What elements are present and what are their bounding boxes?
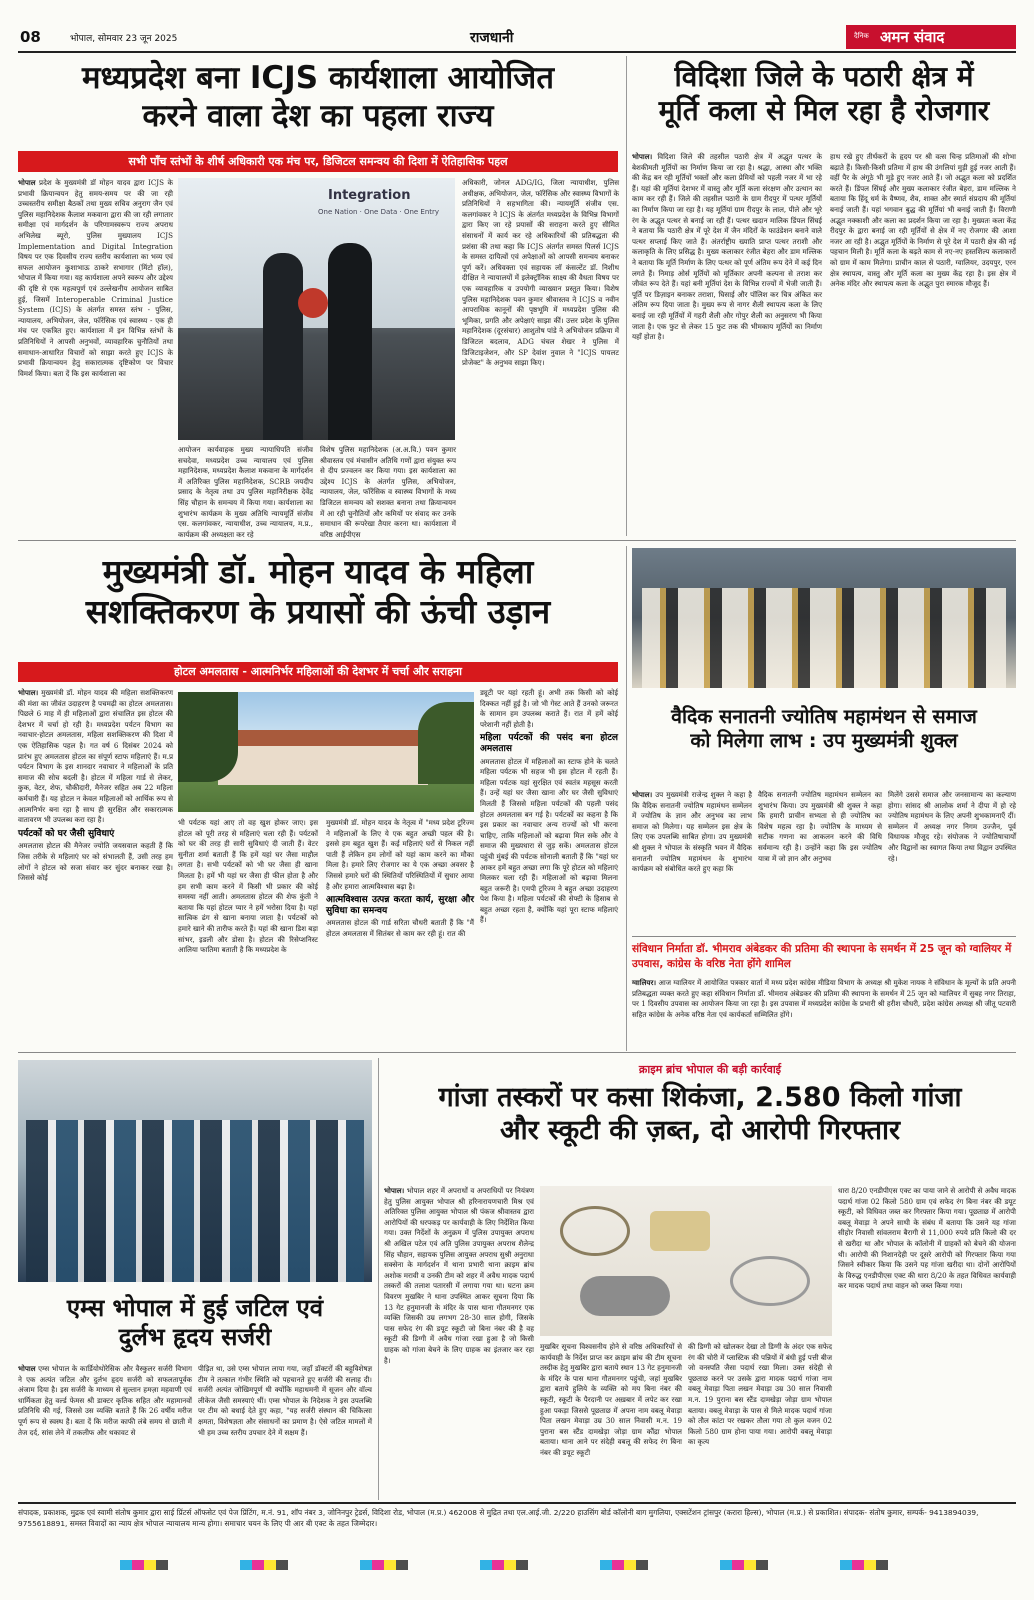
story7-headline	[18, 1294, 372, 1353]
story1-dateline: भोपाल	[18, 178, 36, 187]
story3-col1b-text: अमलतास होटल की मैनेजर ज्योति जयसवाल कहती हैं कि जिस तरीके से महिलाएं घर को संभालती हैं, उसी तरह हम लोगों ने होटल को सजा संवार कर सुंदर बनाकर रखा है। जिससे कोई	[18, 841, 173, 883]
hotel-building	[218, 730, 428, 785]
story1-col4: अधिकारी, जोनल ADG/IG, जिला न्यायाधीश, पुलिस अधीक्षक, अभियोजन, जेल, फॉरेंसिक और स्वास्थ्य विभागों के प्रतिनिधियों ने सहभागिता की। न्यायमूर्ति संजीव एस. कलगांवकर ने ICJS के अंतर्गत मध्यप्रदेश के विभिन्न विभागों द्वारा किए जा रहे प्रयासों की सराहना करते हुए सीमित संसाधनों में कार्य कर रहे अधिकारियों की प्रतिबद्धता की प्रशंसा की तथा कहा कि ICJS अंतर्गत समस्त पिलर्स ICJS के समस्त दायित्वों एवं अपेक्षाओं को आपसी समन्वय बनाकर पूर्ण करें। अधिवक्ता एवं सहायक लॉ कंसल्टेंट डॉ. निशीथ दीक्षित ने न्यायालयों में इलेक्ट्रॉनिक साक्ष्य की वैधता विषय पर एक व्यावहारिक व उपयोगी व्याख्यान प्रस्तुत किया। विशेष पुलिस महानिदेशक पवन कुमार श्रीवास्तव ने ICJS व नवीन आपराधिक कानूनों की पृष्ठभूमि में मध्यप्रदेश पुलिस की भूमिका, प्रगति और अपेक्षाएं साझा कीं। उत्तर प्रदेश के पुलिस महानिदेशक (दूरसंचार) आशुतोष पांडे ने अभियोजन प्रक्रिया में डिजिटल बदलाव, ADG चंचल शेखर ने पुलिस में डिजिटाइजेशन, और SP देवांश नुवाल ने "ICJS पायलट प्रोजेक्ट" के अनुभव साझा किए।	[462, 178, 619, 368]
group-of-people	[642, 588, 1006, 688]
masthead	[0, 0, 1034, 52]
story1-photo	[178, 178, 455, 440]
story4-col1	[632, 790, 752, 930]
story3-col3-text: मुख्यमंत्री डॉ. मोहन यादव के नेतृत्व में "मध्य प्रदेश टूरिज्म ने महिलाओं के लिए ये एक बहुत अच्छी पहल की है। इससे हम बहुत खुश हैं। कई महिलाएं घरों से निकल नहीं पाती हैं लेकिन हम लोगों को यहां काम करने का मौका मिला है। हमारे लिए रोजगार का ये एक अच्छा अवसर है जिससे हमारे घरों की स्थितियों परिस्थितियों में सुधार आया है और हमारा आत्मविश्वास बढ़ा है।	[326, 818, 474, 891]
divider-h1	[18, 540, 1016, 541]
story4-col3: मिलेंगे उससे समाज और जनसामान्य का कल्याण होगा। सांसद श्री आलोक शर्मा ने दीपा में हो रहे ज्योतिष महामंथन के लिए अपनी शुभकामनाएँ दीं। सम्मेलन में अध्यक्ष नगर निगम उज्जैन, पूर्व विधायक मौजूद रहे। संयोजक ने ज्योतिषाचार्यों और विद्वानों का स्वागत किया तथा विद्वान उपस्थित रहे।	[888, 790, 1016, 863]
story3-crosshead-2: आत्मविश्वास उत्पन्न करता कार्य, सुरक्षा और सुविधा का समन्वय	[326, 895, 474, 916]
story3-dateline: भोपाल।	[18, 688, 39, 697]
story1-col3: विशेष पुलिस महानिदेशक (अ.अ.वि.) पवन कुमार श्रीवास्तव एवं मंचासीन अतिथि गणों द्वारा संयुक्त रूप से दीप प्रज्वलन कर किया गया। इस कार्यशाला का उद्देश्य ICJS के अंतर्गत पुलिस, अभियोजन, न्यायालय, जेल, फॉरेंसिक व स्वास्थ्य विभागों के मध्य डिजिटल समन्वय को सशक्त बनाना तथा क्रियान्वयन में आ रही चुनौतियों और कमियों पर संवाद कर उनके समाधान की रूपरेखा तैयार करना था। कार्यशाला में वरिष्ठ आईपीएस	[320, 445, 456, 539]
brand-prefix: दैनिक	[854, 32, 869, 40]
story3-strap: होटल अमलतास - आत्मनिर्भर महिलाओं की देशभर में चर्चा और सराहना	[18, 662, 618, 682]
story3-col3b-text: अमलतास होटल की गार्ड सरिता चौधरी बताती हैं कि "मैं होटल अमलतास में सितंबर से काम कर रही हूं। रात की	[326, 918, 474, 938]
seized-items-3	[730, 1256, 810, 1306]
person-figure-right	[328, 243, 372, 440]
story7-col2: पीड़ित था, उसे एम्स भोपाल लाया गया, जहाँ डॉक्टरों की बहुविशेषज्ञ टीम ने तत्काल गंभीर स्थिति को पहचानते हुए सर्जरी की सलाह दी। सर्जरी अत्यंत जोखिमपूर्ण थी क्योंकि महाधमनी में सूजन और वॉल्व लीकेज जैसी समस्याएं थीं। एम्स भोपाल के निदेशक ने इस उपलब्धि पर टीम को बधाई देते हुए कहा, "यह सर्जरी संस्थान की चिकित्सा क्षमता, विशेषज्ञता और संसाधनों का प्रमाण है। ऐसे जटिल मामलों में भी हम उच्च स्तरीय उपचार देने में सक्षम हैं।	[198, 1364, 372, 1437]
story5-body-text: आज ग्वालियर में आयोजित पत्रकार वार्ता में मध्य प्रदेश कांग्रेस मीडिया विभाग के अध्यक्ष श्री मुकेश नायक ने संविधान के मूल्यों के प्रति अपनी प्रतिबद्धता व्यक्त करते हुए कहा संविधान निर्माता डॉ. भीमराव अंबेडकर की प्रतिमा की स्थापना के समर्थन में 25 जून को ग्वालियर में सुबह नगर तिराहा, पर 1 दिवसीय उपवास का आयोजन किया जा रहा है। इस उपवास में मध्यप्रदेश कांग्रेस के प्रभारी श्री हरीश चौधरी, प्रदेश कांग्रेस अध्यक्ष श्री जीतू पटवारी सहित कांग्रेस के अनेक वरिष्ठ नेता एवं कार्यकर्ता सम्मिलित होंगे।	[632, 978, 1016, 1019]
story4-photo	[632, 548, 1016, 688]
story6-col1-text: भोपाल शहर में अपराधों व अपराधियों पर नियंत्रण हेतु पुलिस आयुक्त भोपाल श्री हरिनारायणचारी मिश्र एवं अतिरिक्त पुलिस आयुक्त भोपाल श्री पंकज श्रीवास्तव द्वारा आरोपियों की धरपकड़ पर कार्यवाही के लिए निर्देशित किया गया। उक्त निर्देशों के अनुक्रम में पुलिस उपायुक्त अपराध श्री अखिल पटेल एवं अति पुलिस उपायुक्त अपराध शैलेन्द्र सिंह चौहान, सहायक पुलिस आयुक्त अपराध सुश्री अनुराधा सक्सेना के मार्गदर्शन में थाना प्रभारी थाना क्राइम ब्रांच अशोक मरावी व उनकी टीम को शहर में अवैध मादक पदार्थ तस्करों की तलाश पतारसी में लगाया गया था। घटना क्रम विवरण मुखबिर ने थाना उपस्थित आकर सूचना दिया कि 13 गेट हनुमानजी के मंदिर के पास थाना गौतमनगर एक व्यक्ति जिसकी उम्र लगभग 28-30 साल होगी, जिसके पास सफेद रंग की डयूट स्कूटी जो बिना नंबर की है वह स्कूटी की डिग्गी में अवैध गांजा रखा हुआ है जो किसी ग्राहक को गांजा बेचने के लिए ग्राहक का इंतजार कर रहा है।	[384, 1186, 534, 1365]
backdrop-banner-text: Integration	[328, 188, 411, 203]
story2-headline-line1: विदिशा जिले के पठारी क्षेत्र में	[674, 60, 974, 93]
story3-photo	[178, 692, 474, 812]
story7-photo	[18, 1060, 372, 1282]
story2-headline-line2: मूर्ति कला से मिल रहा है रोजगार	[658, 94, 990, 128]
tree-left	[178, 692, 238, 782]
story1-col2: आयोजन कार्यवाहक मुख्य न्यायाधिपति संजीव सचदेवा, मध्यप्रदेश उच्च न्यायालय एवं पुलिस महानिदेशक, मध्यप्रदेश कैलाश मकवाना के मार्गदर्शन में अतिरिक्त पुलिस महानिदेशक, SCRB जयदीप प्रसाद के नेतृत्व तथा उप पुलिस महानिरीक्षक देवेंद्र सिंह चौहान के समन्वय में किया गया। कार्यशाला का शुभारंभ कार्यक्रम के मुख्य अतिथि न्यायमूर्ति संजीव एस. कलगांवकर, न्यायाधीश, उच्च न्यायालय, म.प्र., कार्यक्रम की अध्यक्षता कर रहे	[178, 445, 313, 539]
story1-strap: सभी पाँच स्तंभों के शीर्ष अधिकारी एक मंच पर, डिजिटल समन्वय की दिशा में ऐतिहासिक पहल	[18, 151, 618, 172]
footer-rule	[18, 1502, 1016, 1504]
brand-box	[846, 25, 1016, 49]
registration-marks	[120, 1560, 920, 1570]
story7-col1	[18, 1364, 192, 1496]
story5-dateline: ग्वालियर।	[632, 978, 657, 987]
brand-name: अमन संवाद	[880, 28, 945, 46]
divider-h3	[18, 1052, 1016, 1053]
story3-col1-text: मुख्यमंत्री डॉ. मोहन यादव की महिला सशक्तिकरण की मंशा का जीवंत उदाहरण है पचमढ़ी का होटल अमलतास। पिछले 6 माह में ही महिलाओं द्वारा संचालित इस होटल की देशभर में चर्चा हो रही है। मध्यप्रदेश पर्यटन विभाग का नवाचार-होटल अमलतास, महिला सशक्तिकरण की दिशा में एक ऐतिहासिक पहल है। गत वर्ष 6 दिसंबर 2024 को प्रारंभ हुए अमलतास होटल का संपूर्ण स्टाफ महिलाएं हैं। म.प्र पर्यटन विभाग के इस शानदार नवाचार ने महिलाओं के प्रति समाज की सोच बदली है। होटल में महिला गार्ड से लेकर, कुक, वेटर, शेफ, चौकीदारी, मैनेजर सहित अब 22 महिला कर्मचारी हैं। यह होटल न केवल महिलाओं को आर्थिक रूप से आत्मनिर्भर बना रहा है साथ ही सुरक्षित और सकारात्मक वातावरण भी उपलब्ध करा रहा है।	[18, 688, 173, 825]
divider-h2	[632, 936, 1016, 937]
seized-items-1	[560, 1206, 630, 1256]
story2-dateline: भोपाल।	[632, 152, 653, 161]
story3-crosshead-3: महिला पर्यटकों की पसंद बना होटल अमलतास	[480, 733, 618, 754]
story3-col3	[326, 818, 474, 1048]
story1-headline-line1: मध्यप्रदेश बना ICJS कार्यशाला आयोजित	[82, 60, 554, 96]
story4-dateline: भोपाल।	[632, 790, 653, 799]
story4-headline-line1: वैदिक सनातनी ज्योतिष महामंथन से समाज	[671, 705, 977, 728]
story2-col1	[632, 152, 822, 534]
bouquet	[298, 288, 328, 318]
page-number: 08	[20, 28, 41, 46]
story3-col4-text: ड्यूटी पर यहां रहती हूं। अभी तक किसी को कोई दिक्कत नहीं हुई है। जो भी गेस्ट आते हैं उनको जरूरत के सामान हम उपलब्ध कराते हैं। रात में हमें कोई परेशानी नहीं होती है।	[480, 688, 618, 729]
story6-dateline: भोपाल।	[384, 1186, 405, 1195]
story5-body	[632, 978, 1016, 1048]
story7-dateline: भोपाल	[18, 1364, 36, 1373]
masthead-dateline: भोपाल, सोमवार 23 जून 2025	[70, 34, 178, 44]
story2-headline	[632, 60, 1016, 128]
masthead-rule	[18, 51, 1016, 53]
story3-headline-line1: मुख्यमंत्री डॉ. मोहन यादव के महिला	[102, 552, 534, 591]
story6-col2: मुखबिर सूचना विश्वसनीय होने से वरिष्ठ अधिकारियों से कार्यवाही के निर्देश प्राप्त कर क्राइम ब्रांच की टीम सूचना तस्दीक हेतु मुखबिर द्वारा बताये स्थान 13 गेट हनुमानजी के मंदिर के पास थाना गौतमनगर पहुंची, जहां मुखबिर द्वारा बताये हुलिये के व्यक्ति को मय बिना नंबर की स्कूटी, स्कूटी के पैरदानी पर अख़बार में लपेट कर रखा हुआ पकड़ा जिससे पूछताछ में अपना नाम वबलू मेवाड़ा पिता लखन मेवाड़ा उम्र 30 साल निवासी म.न. 19 पुराना बस स्टैंड दामखेड़ा जोड़ा ग्राम कौंद्रा भोपाल बताया। थाना आने पर संदेही वबलू की सफेद रंग बिना नंबर की डयूट स्कूटी	[540, 1342, 682, 1457]
section-name: राजधानी	[470, 30, 514, 46]
story3-headline-line2: सशक्तिकरण के प्रयासों की ऊंची उड़ान	[85, 592, 551, 632]
story6-headline	[384, 1082, 1016, 1148]
footer-imprint: संपादक, प्रकाशक, मुद्रक एवं स्वामी संतोष कुमार द्वारा साई प्रिंटर्स ऑफसेट एवं पेज प्रिंटिंग, म.नं. 91, शॉप नंबर 3, जोनिनपुर ट्रेडर्स, विदिशा रोड, भोपाल (म.प्र.) 462008 से मुद्रित तथा एल.आई.जी. 2/220 हाउसिंग बोर्ड कॉलोनी बाग मुगलिया, एक्सटेंशन ट्रांसपुर (करारा हिल्स), भोपाल (म.प्र.) से प्रकाशित। संपादक- संतोष कुमार, सम्पर्क- 9413894039, 9755618891, समस्त विवादों का न्याय क्षेत्र भोपाल न्यायालय मान्य होगा। समाचार चयन के लिए पी आर बी एक्ट के तहत जिम्मेदार।	[18, 1508, 979, 1528]
story6-headline-line1: गांजा तस्करों पर कसा शिकंजा, 2.580 किलो गांजा	[438, 1082, 962, 1113]
story4-col2: वैदिक सनातनी ज्योतिष महामंथन सम्मेलन का शुभारंभ किया। उप मुख्यमंत्री श्री शुक्ल ने कहा कि हमारी प्राचीन सभ्यता से ही ज्योतिष का विशेष महत्व रहा है। ज्योतिष के माध्यम से सटीक गणना का आकलन करने की विधि सर्वमान्य रही है। उन्होंने कहा कि इस ज्योतिष यात्रा में जो ज्ञान और अनुभव	[758, 790, 882, 863]
story6-col1	[384, 1186, 534, 1496]
story3-headline	[18, 552, 618, 633]
seized-items-2	[650, 1211, 710, 1251]
backdrop-banner-sub: One Nation · One Data · One Entry	[318, 208, 440, 216]
divider-1	[626, 56, 627, 536]
divider-2	[626, 546, 627, 1051]
doctors-group	[26, 1120, 364, 1282]
story5-headline: संविधान निर्माता डॉ. भीमराव अंबेडकर की प्रतिमा की स्थापना के समर्थन में 25 जून को ग्वालियर में उपवास, कांग्रेस के वरिष्ठ नेता होंगे शामिल	[632, 943, 1012, 970]
story4-headline	[632, 705, 1016, 753]
story6-headline-line2: और स्कूटी की ज़ब्त, दो आरोपी गिरफ्तार	[499, 1114, 901, 1146]
story6-col3: की डिग्गी को खोलकर देखा तो डिग्गी के अंदर एक सफेद रंग की चोरी में प्लास्टिक की पन्नियों में बंधी हुई पत्ती बीज जो वनस्पति जैसा पदार्थ रखा मिला। उक्त संदेही से पूछताछ करने पर उसके द्वारा मादक पदार्थ गांजा नाम वबलू मेवाड़ा पिता लखन मेवाड़ा उम्र 30 साल निवासी म.न. 19 पुराना बस स्टैंड दामखेड़ा जोड़ा ग्राम भोपाल बताया। वबलू मेवाड़ा के पास से मिले मादक पदार्थ गांजा को तौल कांटा पर रखकर तौला गया तो कुल वजन 02 किलो 580 ग्राम होना पाया गया। आरोपी वबलू मेवाड़ा का कृत्य	[688, 1342, 832, 1447]
story7-headline-line1: एम्स भोपाल में हुई जटिल एवं	[66, 1294, 324, 1322]
seized-items-4	[580, 1276, 670, 1316]
person-figure-left	[263, 253, 303, 440]
story4-col1-text: उप मुख्यमंत्री राजेन्द्र शुक्ल ने कहा है कि वैदिक सनातनी ज्योतिष महामंथन सम्मेलन में ज्योतिष के ज्ञान और अनुभव का लाभ समाज को मिलेगा। यह सम्मेलन इस क्षेत्र के लिए एक उपलब्धि साबित होगा। उप मुख्यमंत्री श्री शुक्ल ने भोपाल के संस्कृति भवन में वैदिक सनातनी ज्योतिष महामंथन के शुभारंभ कार्यक्रम को संबोधित करते हुए कहा कि	[632, 790, 752, 874]
story1-headline-line2: करने वाला देश का पहला राज्य	[142, 97, 494, 134]
divider-3	[378, 1058, 379, 1500]
story2-col2: हाथ रखे हुए तीर्थंकरों के हृदय पर श्री वत्स चिन्ह प्रतिमाओं की शोभा बढ़ाते हैं। किसी-किसी प्रतिमा में हाथ की उंगलियां मुड़ी हुई नजर आती हैं। वहीं पैर के अंगूठे भी मुड़े हुए नजर आते हैं। जो अद्भुत कला को प्रदर्शित करते हैं। डिंपल सिंघई और मुख्य कलाकार रंजीत बेहरा, डाम मल्लिक ने बताया कि हिंदू धर्म के वैष्णव, शैव, शाक्त और स्मार्त संप्रदाय की मूर्तियां बनाई जाती हैं। यहां भगवान बुद्ध की मूर्तियां भी बनाई जाती हैं। विराणी अद्भुत नक्काशी और कला का प्रदर्शन किया जा रहा है। मुख्यतः कला केंद्र रीदपुर के द्वारा बनाई जा रही मूर्तियों से क्षेत्र में नए रोजगार की आशा नजर आ रही है। अद्भुत मूर्तियों के निर्माण से पूरे देश में पठारी क्षेत्र की नई पहचान मिली है। मूर्ति कला के बढ़ते काम से नए-नए हस्तशिल्प कलाकारों को ग्राम में काम मिलेगा। प्राचीन काल से पठारी, ग्वालियर, उदयपुर, एरन क्षेत्र स्थापत्य, वास्तु और मूर्ति कला का मुख्य केंद्र रहा है। इस क्षेत्र में अनेक मंदिर और स्थापत्य कला के अद्भुत पुरा स्मारक मौजूद हैं।	[830, 152, 1016, 289]
story3-col1	[18, 688, 173, 1048]
story4-headline-line2: को मिलेगा लाभ : उप मुख्यमंत्री शुक्ल	[690, 728, 958, 752]
story1-col1	[18, 178, 173, 530]
story3-col4	[480, 688, 618, 1048]
story3-col2: भी पर्यटक यहां आए तो वह खुश होकर जाए। इस होटल को पूरी तरह से महिलाएं चला रही हैं। पर्यटकों को घर की तरह ही सारी सुविधाएं दी जाती हैं। वेटर सुनीता शर्मा बताती हैं कि हमें यहां घर जैसा माहौल लगता है। सभी पर्यटकों को भी घर जैसा ही खाना मिलता है। हमें भी यहां घर जैसा ही फील होता है और हम सभी काम करने में किसी भी प्रकार की कोई समस्या नहीं आती। अमलतास होटल की शेफ कुंती ने बताया कि यहां होटल प्यार ने हमें भरोसा दिया है। यहां सात्विक ढंग से खाना बनाया जाता है। पर्यटकों को हमारे खाने की तारीफ करते हैं। यहां की खाना डिश बड़ा सांभर, इडली और डोसा है। होटल की रिसेप्शनिस्ट आलिया फातिमा बताती है कि मध्यप्रदेश के	[178, 818, 318, 955]
story6-kicker: क्राइम ब्रांच भोपाल की बड़ी कार्रवाई	[638, 1063, 782, 1076]
story1-col1-text: प्रदेश के मुख्यमंत्री डॉ मोहन यादव द्वारा ICJS के प्रभावी क्रियान्वयन हेतु समय-समय पर की जा रही उच्चस्तरीय समीक्षा बैठकों तथा मुख्य सचिव अनुराग जैन एवं पुलिस महानिदेशक कैलाश मकवाना द्वारा की जा रही लगातार समीक्षा एवं मार्गदर्शन के परिणामस्वरूप राज्य अपराध अभिलेख ब्यूरो, पुलिस मुख्यालय ICJS Implementation and Digital Integration विषय पर एक दिवसीय राज्य स्तरीय कार्यशाला का भव्य एवं सफल आयोजन कुशाभाऊ ठाकरे सभागार (मिंटो हॉल), भोपाल में किया गया। यह कार्यशाला अपने स्वरूप और उद्देश्य की दृष्टि से एक महत्वपूर्ण एवं उल्लेखनीय आयोजन साबित हुई, जिसमें Interoperable Criminal Justice System (ICJS) के अंतर्गत समस्त स्तंभ - पुलिस, न्यायालय, अभियोजन, जेल, फॉरेंसिक एवं स्वास्थ्य - एक ही मंच पर एकत्रित हुए। कार्यशाला में इन विभिन्न स्तंभों के प्रतिनिधियों ने आपसी अनुभवों, व्यावहारिक चुनौतियों तथा समाधान-आधारित विचारों को साझा करते हुए ICJS के प्रभावी क्रियान्वयन हेतु सकारात्मक दृष्टिकोण पर विचार विमर्श किया। बता दें कि इस कार्यशाला का	[18, 178, 173, 378]
story3-crosshead-1: पर्यटकों को घर जैसी सुविधाएं	[18, 828, 115, 839]
story6-col4: धारा 8/20 एनडीपीएस एक्ट का पाया जाने से आरोपी से अवैध मादक पदार्थ गांजा 02 किलो 580 ग्राम एवं सफेद रंग बिना नंबर की डयूट स्कूटी, को विधिवत जब्त कर गिरफ्तार किया गया। पूछताछ में आरोपी वबलू मेवाड़ा ने अपने साथी के संबंध में बताया कि उसने यह गांजा सीहोर निवासी सांवलराम बैरागी से 11,000 रुपये प्रति किलो की दर से खरीदा था और भोपाल के कॉलोनी में ग्राहकों को बेचने की योजना थी। आरोपी की निशानदेही पर दूसरे आरोपी को गिरफ्तार किया गया जिसने स्वीकार किया कि उसने यह गांजा खरीदा था। दोनों आरोपियों के विरुद्ध एनडीपीएस एक्ट की धारा 8/20 के तहत विधिवत कार्यवाही कर मादक पदार्थ तथा वाहन को जब्त किया गया।	[838, 1186, 1016, 1291]
story1-headline	[18, 60, 618, 136]
story2-col1-text: विदिशा जिले की तहसील पठारी क्षेत्र में अद्भुत पत्थर के बेशकीमती मूर्तियों का निर्माण किया जा रहा है। श्रद्धा, आस्था और भक्ति की केंद्र बन रही मूर्तियों भक्तों और कला प्रेमियों को पहली नजर में भा रहे हैं। यहां की मूर्तियां देशभर में वास्तु और मूर्ति कला संरक्षण और उत्थान का काम कर रही हैं। जिले की तहसील पठारी के ग्राम रीदपुर में पत्थर मूर्तियों का निर्माण किया जा रहा है। यह मूर्तियां ग्राम रीदपुर के लाल, पीले और भूरे रंग के अद्भुत पत्थर से बनाई जा रही हैं। पत्थर खदान मालिक डिंपल सिंघई ने बताया कि पठारी क्षेत्र में पूरे देश में जैन मंदिरों के फाउंडेशन बनाने वाले पत्थर सप्लाई किए जाते हैं। अंतर्राष्ट्रीय ख्याति प्राप्त पत्थर तराशी और कलाकृति के लिए प्रसिद्ध है। मुख्य कलाकार रंजीत बेहरा और डाम मल्लिक ने बताया कि मूर्ति निर्माण के लिए पत्थर को पूर्ण अंतिम रूप देने में कई दिन लगते हैं। निमाड़ ओर्स मूर्तियों को मूर्तिकार अपनी कल्पना से तराश कर जीवंत रूप देते हैं। यहां बनी मूर्तियां देश के विभिन्न राज्यों में भेजी जाती हैं। पूर्ति पर डिज़ाइन बनाकर तराशा, घिसाई और पॉलिश कर चित्र अंकित कर अंतिम रूप दिया जाता है। मुख्य रूप से नागर शैली स्थापत्य कला के लिए बनाई जा रही मूर्तियों में गहरी शैली और गोपुर शैली का अनुसरण भी किया जाता है। एक फुट से लेकर 15 फुट तक की भीमकाय मूर्तियों का निर्माण यहाँ होता है।	[632, 152, 822, 342]
story7-col1-text: एम्स भोपाल के कार्डियोथोरेसिक और वैस्कुलर सर्जरी विभाग ने एक अत्यंत जटिल और दुर्लभ हृदय सर्जरी को सफलतापूर्वक अंजाम दिया है। इस सर्जरी के माध्यम से सुल्तान हमज़ा महवाणी एवं धार्मिकता हेतु वर्ल्ड फेमस श्री डाक्टर कृतिक सहित और महामानवों प्रतिनिधि की गई, जिससे उस व्यक्ति बताते हैं कि 26 वर्षीय मरीज पूर्ण रूप से स्वस्थ है। बता दें कि मरीज काफी लंबे समय से छाती में तेज दर्द, सांस लेने में तकलीफ और थकावट से	[18, 1364, 192, 1437]
tree-right	[418, 702, 474, 784]
story7-headline-line2: दुर्लभ हृदय सर्जरी	[118, 1323, 272, 1352]
story3-col4b-text: अमलतास होटल में महिलाओं का स्टाफ होने के चलते महिला पर्यटक भी सहज भी इस होटल में रहती हैं। महिला पर्यटक यहां सुरक्षित एवं स्वतंत्र महसूस करती हैं। उन्हें यहां घर जैसा खाना और घर जैसी सुविधाएं मिलती हैं जिससे महिला पर्यटकों की पहली पसंद होटल अमलतास बन गई है। पर्यटकों का कहना है कि इस प्रकार का नवाचार अन्य राज्यों को भी करना चाहिए, ताकि महिलाओं को बढ़ावा मिल सके और वे समाज की मुख्यधारा से जुड़ सकें। अमलतास होटल पहुंची मुंबई की पर्यटक सोनाली बताती हैं कि "यहां घर आकर हमें बहुत अच्छा लगा कि पूरे होटल को महिलाएं मिलकर चला रही हैं। महिलाओं को बढ़ावा मिलना बहुत जरूरी है। एमपी टूरिज्म ने बहुत अच्छा उदाहरण पेश किया है। महिला पर्यटकों की सेफ्टी के हिसाब से बहुत अच्छा रहता है, क्योंकि यहां पूरा स्टाफ महिलाएं हैं।	[480, 756, 618, 925]
story6-photo	[540, 1186, 832, 1336]
